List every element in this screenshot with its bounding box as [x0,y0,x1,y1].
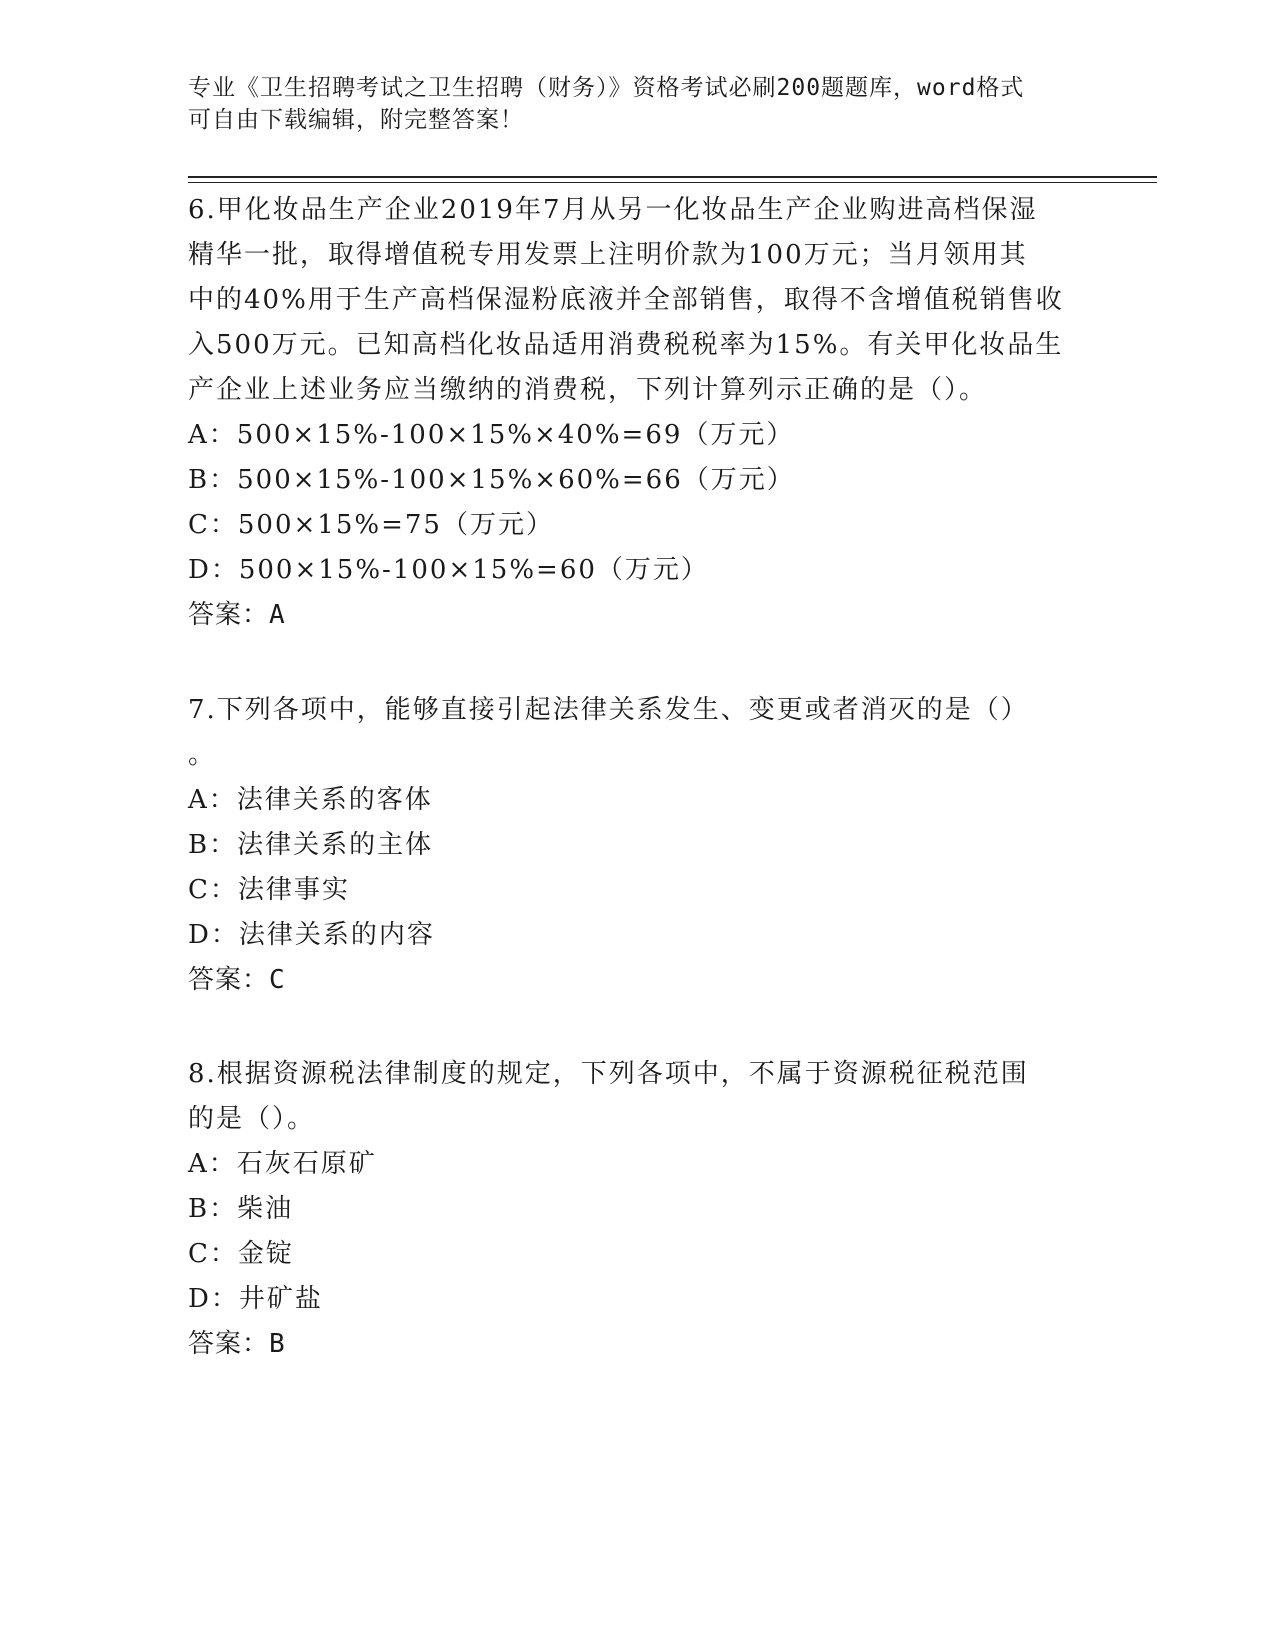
question-text-line: 7.下列各项中，能够直接引起法律关系发生、变更或者消灭的是（） [188,695,1029,725]
question-text-line: 中的40%用于生产高档保湿粉底液并全部销售，取得不含增值税销售收 [188,285,1064,315]
question-text-line: 6.甲化妆品生产企业2019年7月从另一化妆品生产企业购进高档保湿 [188,195,1038,225]
option-d: D：井矿盐 [188,1284,323,1314]
question-6 [188,188,1088,638]
document-header [188,72,1088,136]
question-8 [188,1052,1088,1367]
question-text-line: 8.根据资源税法律制度的规定，下列各项中，不属于资源税征税范围 [188,1059,1029,1089]
answer-line: 答案：C [188,965,286,995]
option-a: A：法律关系的客体 [188,785,433,815]
header-title-line-1: 专业《卫生招聘考试之卫生招聘（财务）》资格考试必刷200题题库，word格式 [188,75,1025,101]
question-text-line: 产企业上述业务应当缴纳的消费税，下列计算列示正确的是（）。 [188,375,988,405]
option-d: D：法律关系的内容 [188,920,435,950]
option-a: A：500×15%-100×15%×40%=69（万元） [188,420,795,450]
option-d: D：500×15%-100×15%=60（万元） [188,555,709,585]
option-a: A：石灰石原矿 [188,1149,377,1179]
answer-line: 答案：B [188,1329,286,1359]
option-c: C：金锭 [188,1239,294,1269]
header-title-line-2: 可自由下载编辑，附完整答案！ [188,107,524,133]
question-text-line: 精华一批，取得增值税专用发票上注明价款为100万元；当月领用其 [188,240,1028,270]
option-c: C：500×15%=75（万元） [188,510,554,540]
question-text-line: 入500万元。已知高档化妆品适用消费税税率为15%。有关甲化妆品生 [188,330,1064,360]
option-b: B：法律关系的主体 [188,830,434,860]
option-b: B：500×15%-100×15%×60%=66（万元） [188,465,795,495]
header-divider-thin [188,182,1157,183]
option-b: B：柴油 [188,1194,294,1224]
question-text-line: 的是（）。 [188,1104,316,1134]
option-c: C：法律事实 [188,875,350,905]
answer-line: 答案：A [188,600,286,630]
question-text-line: 。 [188,740,217,770]
question-7 [188,688,1088,1003]
header-divider-thick [188,176,1157,178]
